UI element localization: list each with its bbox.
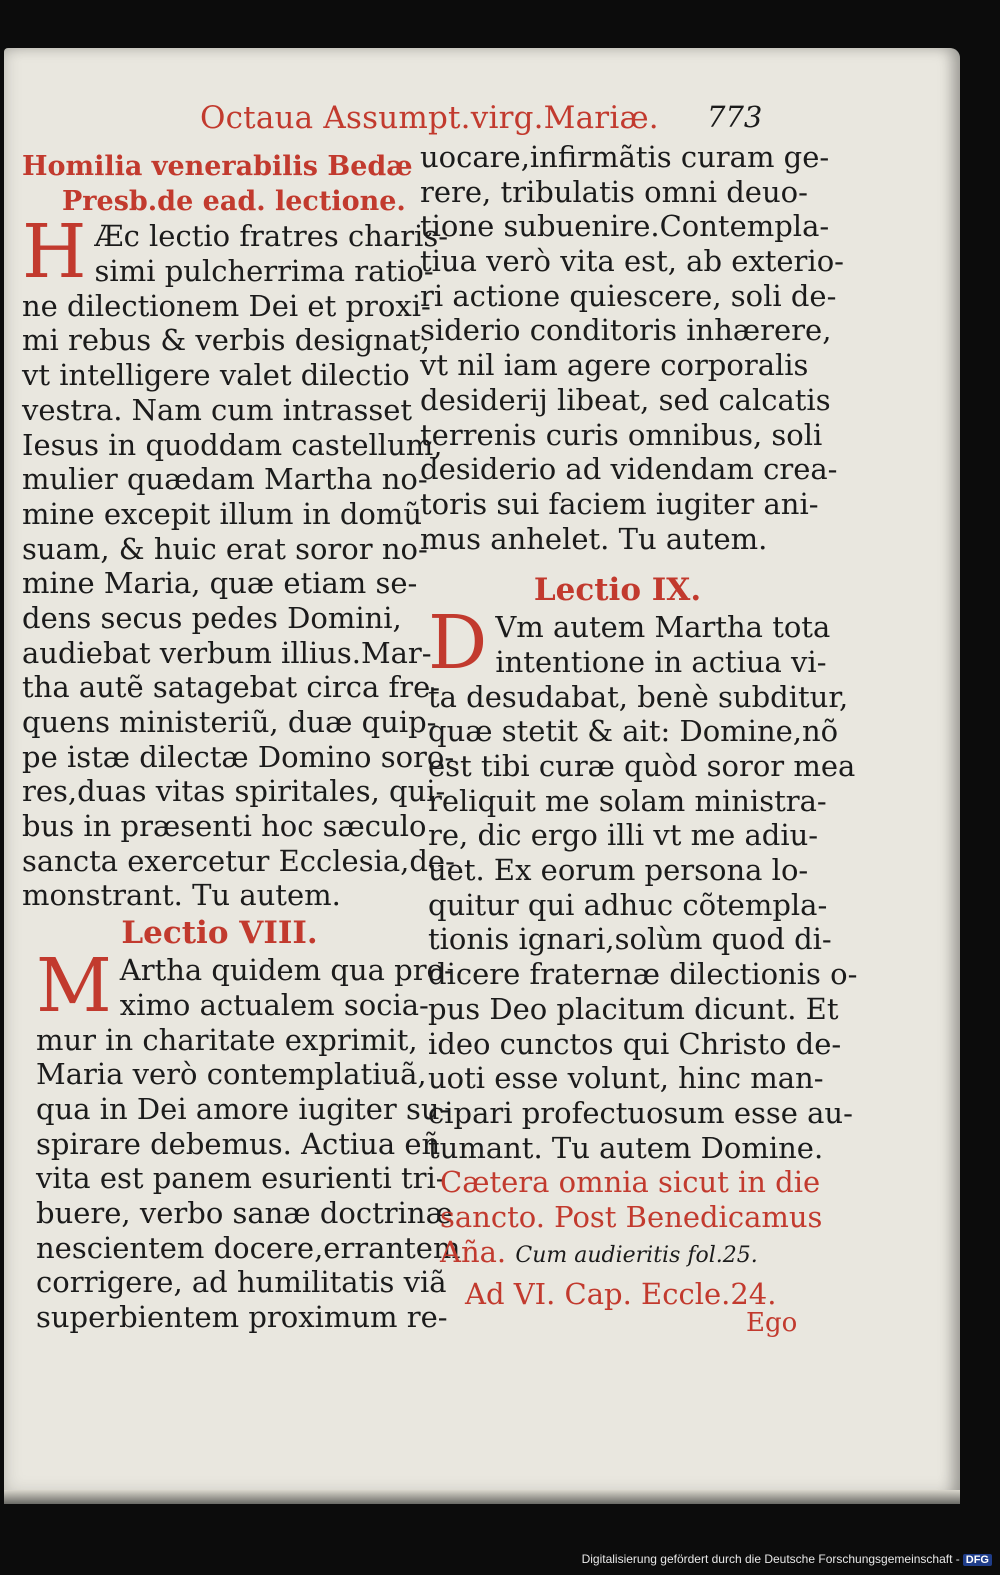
text-line: monstrant. Tu autem. bbox=[22, 878, 341, 913]
text-line: ximo actualem socia- bbox=[119, 987, 429, 1022]
text-line: uet. Ex eorum persona lo- bbox=[428, 853, 809, 888]
text-line: corrigere, ad humilitatis viã bbox=[36, 1265, 447, 1300]
catchword: Ego bbox=[746, 1308, 798, 1338]
initial-letter-m: M bbox=[36, 943, 112, 1030]
text-line: Artha quidem qua pro- bbox=[119, 953, 454, 988]
dfg-logo: DFG bbox=[963, 1554, 992, 1566]
homily-title-line: Presb.de ead. lectione. bbox=[62, 185, 406, 217]
lectio-ix-heading: Lectio IX. bbox=[533, 572, 702, 609]
text-line: Vm autem Martha tota bbox=[495, 610, 831, 645]
lectio-viii-heading: Lectio VIII. bbox=[121, 915, 318, 952]
antiphon-label: Aña. bbox=[440, 1234, 507, 1269]
lectio-viii-paragraph bbox=[22, 943, 461, 1335]
text-line: ri actione quiescere, soli de- bbox=[420, 278, 837, 313]
initial-letter-d: D bbox=[428, 600, 488, 687]
text-line: audiebat verbum illius.Mar- bbox=[22, 635, 432, 670]
text-line: ne dilectionem Dei et proxi- bbox=[22, 288, 431, 323]
text-line: ideo cunctos qui Christo de- bbox=[428, 1026, 842, 1061]
text-line: mine excepit illum in domũ bbox=[22, 496, 423, 531]
page-number: 773 bbox=[707, 100, 763, 134]
text-line: toris sui faciem iugiter ani- bbox=[420, 486, 819, 521]
text-line: uocare,infirmãtis curam ge- bbox=[420, 140, 830, 174]
text-line: desiderio ad videndam crea- bbox=[420, 452, 838, 487]
text-line: quens ministeriũ, duæ quip- bbox=[22, 705, 437, 739]
text-line: bus in præsenti hoc sæculo bbox=[22, 809, 427, 844]
text-line: vt nil iam agere corporalis bbox=[420, 348, 809, 383]
left-column bbox=[22, 150, 461, 1335]
rubric-line: sancto. Post Benedicamus bbox=[440, 1199, 823, 1234]
text-line: quitur qui adhuc cõtempla- bbox=[428, 887, 828, 922]
text-line: tione subuenire.Contempla- bbox=[420, 209, 830, 244]
text-line: siderio conditoris inhærere, bbox=[420, 313, 832, 348]
text-line: dicere fraternæ dilectionis o- bbox=[428, 957, 858, 992]
running-title: Octaua Assumpt.virg.Mariæ. bbox=[200, 100, 659, 136]
digitization-footer bbox=[582, 1552, 992, 1566]
text-line: nescientem docere,errantem bbox=[36, 1230, 461, 1265]
text-line: desiderij libeat, sed calcatis bbox=[420, 382, 831, 417]
text-line: pus Deo placitum dicunt. Et bbox=[428, 991, 839, 1026]
text-line: tumant. Tu autem Domine. bbox=[428, 1130, 824, 1165]
text-line: mus anhelet. Tu autem. bbox=[420, 521, 768, 556]
text-line: mur in charitate exprimit, bbox=[36, 1022, 418, 1057]
text-line: reliquit me solam ministra- bbox=[428, 783, 827, 818]
text-line: ta desudabat, benè subditur, bbox=[428, 679, 849, 714]
initial-letter-h: H bbox=[22, 209, 87, 296]
text-line: cipari profectuosum esse au- bbox=[428, 1095, 853, 1130]
text-line: vt intelligere valet dilectio bbox=[22, 358, 410, 393]
text-line: suam, & huic erat soror no- bbox=[22, 531, 428, 566]
text-line: vestra. Nam cum intrasset bbox=[22, 392, 413, 427]
text-line: Iesus in quoddam castellum, bbox=[22, 427, 443, 462]
homily-paragraph bbox=[22, 209, 455, 913]
page-edge-shadow bbox=[4, 1490, 960, 1504]
text-line: superbientem proximum re- bbox=[36, 1300, 448, 1334]
text-line: re, dic ergo illi vt me adiu- bbox=[428, 818, 819, 853]
text-line: rere, tribulatis omni deuo- bbox=[420, 174, 808, 209]
text-line: res,duas vitas spiritales, qui- bbox=[22, 774, 446, 809]
text-line: sancta exercetur Ecclesia,de- bbox=[22, 843, 455, 878]
ad-vi-rubric: Ad VI. Cap. Eccle.24. bbox=[465, 1277, 777, 1312]
text-line: tiua verò vita est, ab exterio- bbox=[420, 244, 844, 279]
text-line: mine Maria, quæ etiam se- bbox=[22, 566, 418, 601]
text-line: simi pulcherrima ratio- bbox=[94, 254, 434, 289]
text-line: Maria verò contemplatiuã, bbox=[36, 1057, 427, 1092]
text-line: dens secus pedes Domini, bbox=[22, 600, 402, 635]
text-line: mulier quædam Martha no- bbox=[22, 462, 428, 497]
text-line: tha autẽ satagebat circa fre- bbox=[22, 670, 441, 705]
text-line: mi rebus & verbis designat, bbox=[22, 323, 431, 358]
text-line: quæ stetit & ait: Domine,nõ bbox=[428, 714, 839, 749]
text-line: terrenis curis omnibus, soli bbox=[420, 417, 823, 452]
antiphon-note: Cum audieritis fol.25. bbox=[515, 1242, 758, 1268]
right-column bbox=[420, 140, 858, 1312]
text-line: pe istæ dilectæ Domino soro- bbox=[22, 739, 455, 774]
text-line: spirare debemus. Actiua eñ bbox=[36, 1126, 441, 1161]
footer-text: Digitalisierung gefördert durch die Deutsche Forschungsgemeinschaft - bbox=[581, 1552, 960, 1566]
homily-title-line: Homilia venerabilis Bedæ bbox=[22, 151, 413, 182]
text-line: qua in Dei amore iugiter su- bbox=[36, 1091, 450, 1126]
text-line: intentione in actiua vi- bbox=[495, 644, 827, 679]
text-line: est tibi curæ quòd soror mea bbox=[428, 749, 856, 783]
text-line: tionis ignari,solùm quod di- bbox=[428, 922, 832, 957]
text-line: uoti esse volunt, hinc man- bbox=[428, 1061, 824, 1096]
text-line: buere, verbo sanæ doctrinæ bbox=[36, 1195, 453, 1230]
lectio-ix-paragraph bbox=[420, 600, 858, 1165]
rubric-line: Cætera omnia sicut in die bbox=[440, 1165, 821, 1200]
text-line: vita est panem esurienti tri- bbox=[36, 1161, 446, 1196]
text-line: Æc lectio fratres charis- bbox=[94, 219, 449, 254]
